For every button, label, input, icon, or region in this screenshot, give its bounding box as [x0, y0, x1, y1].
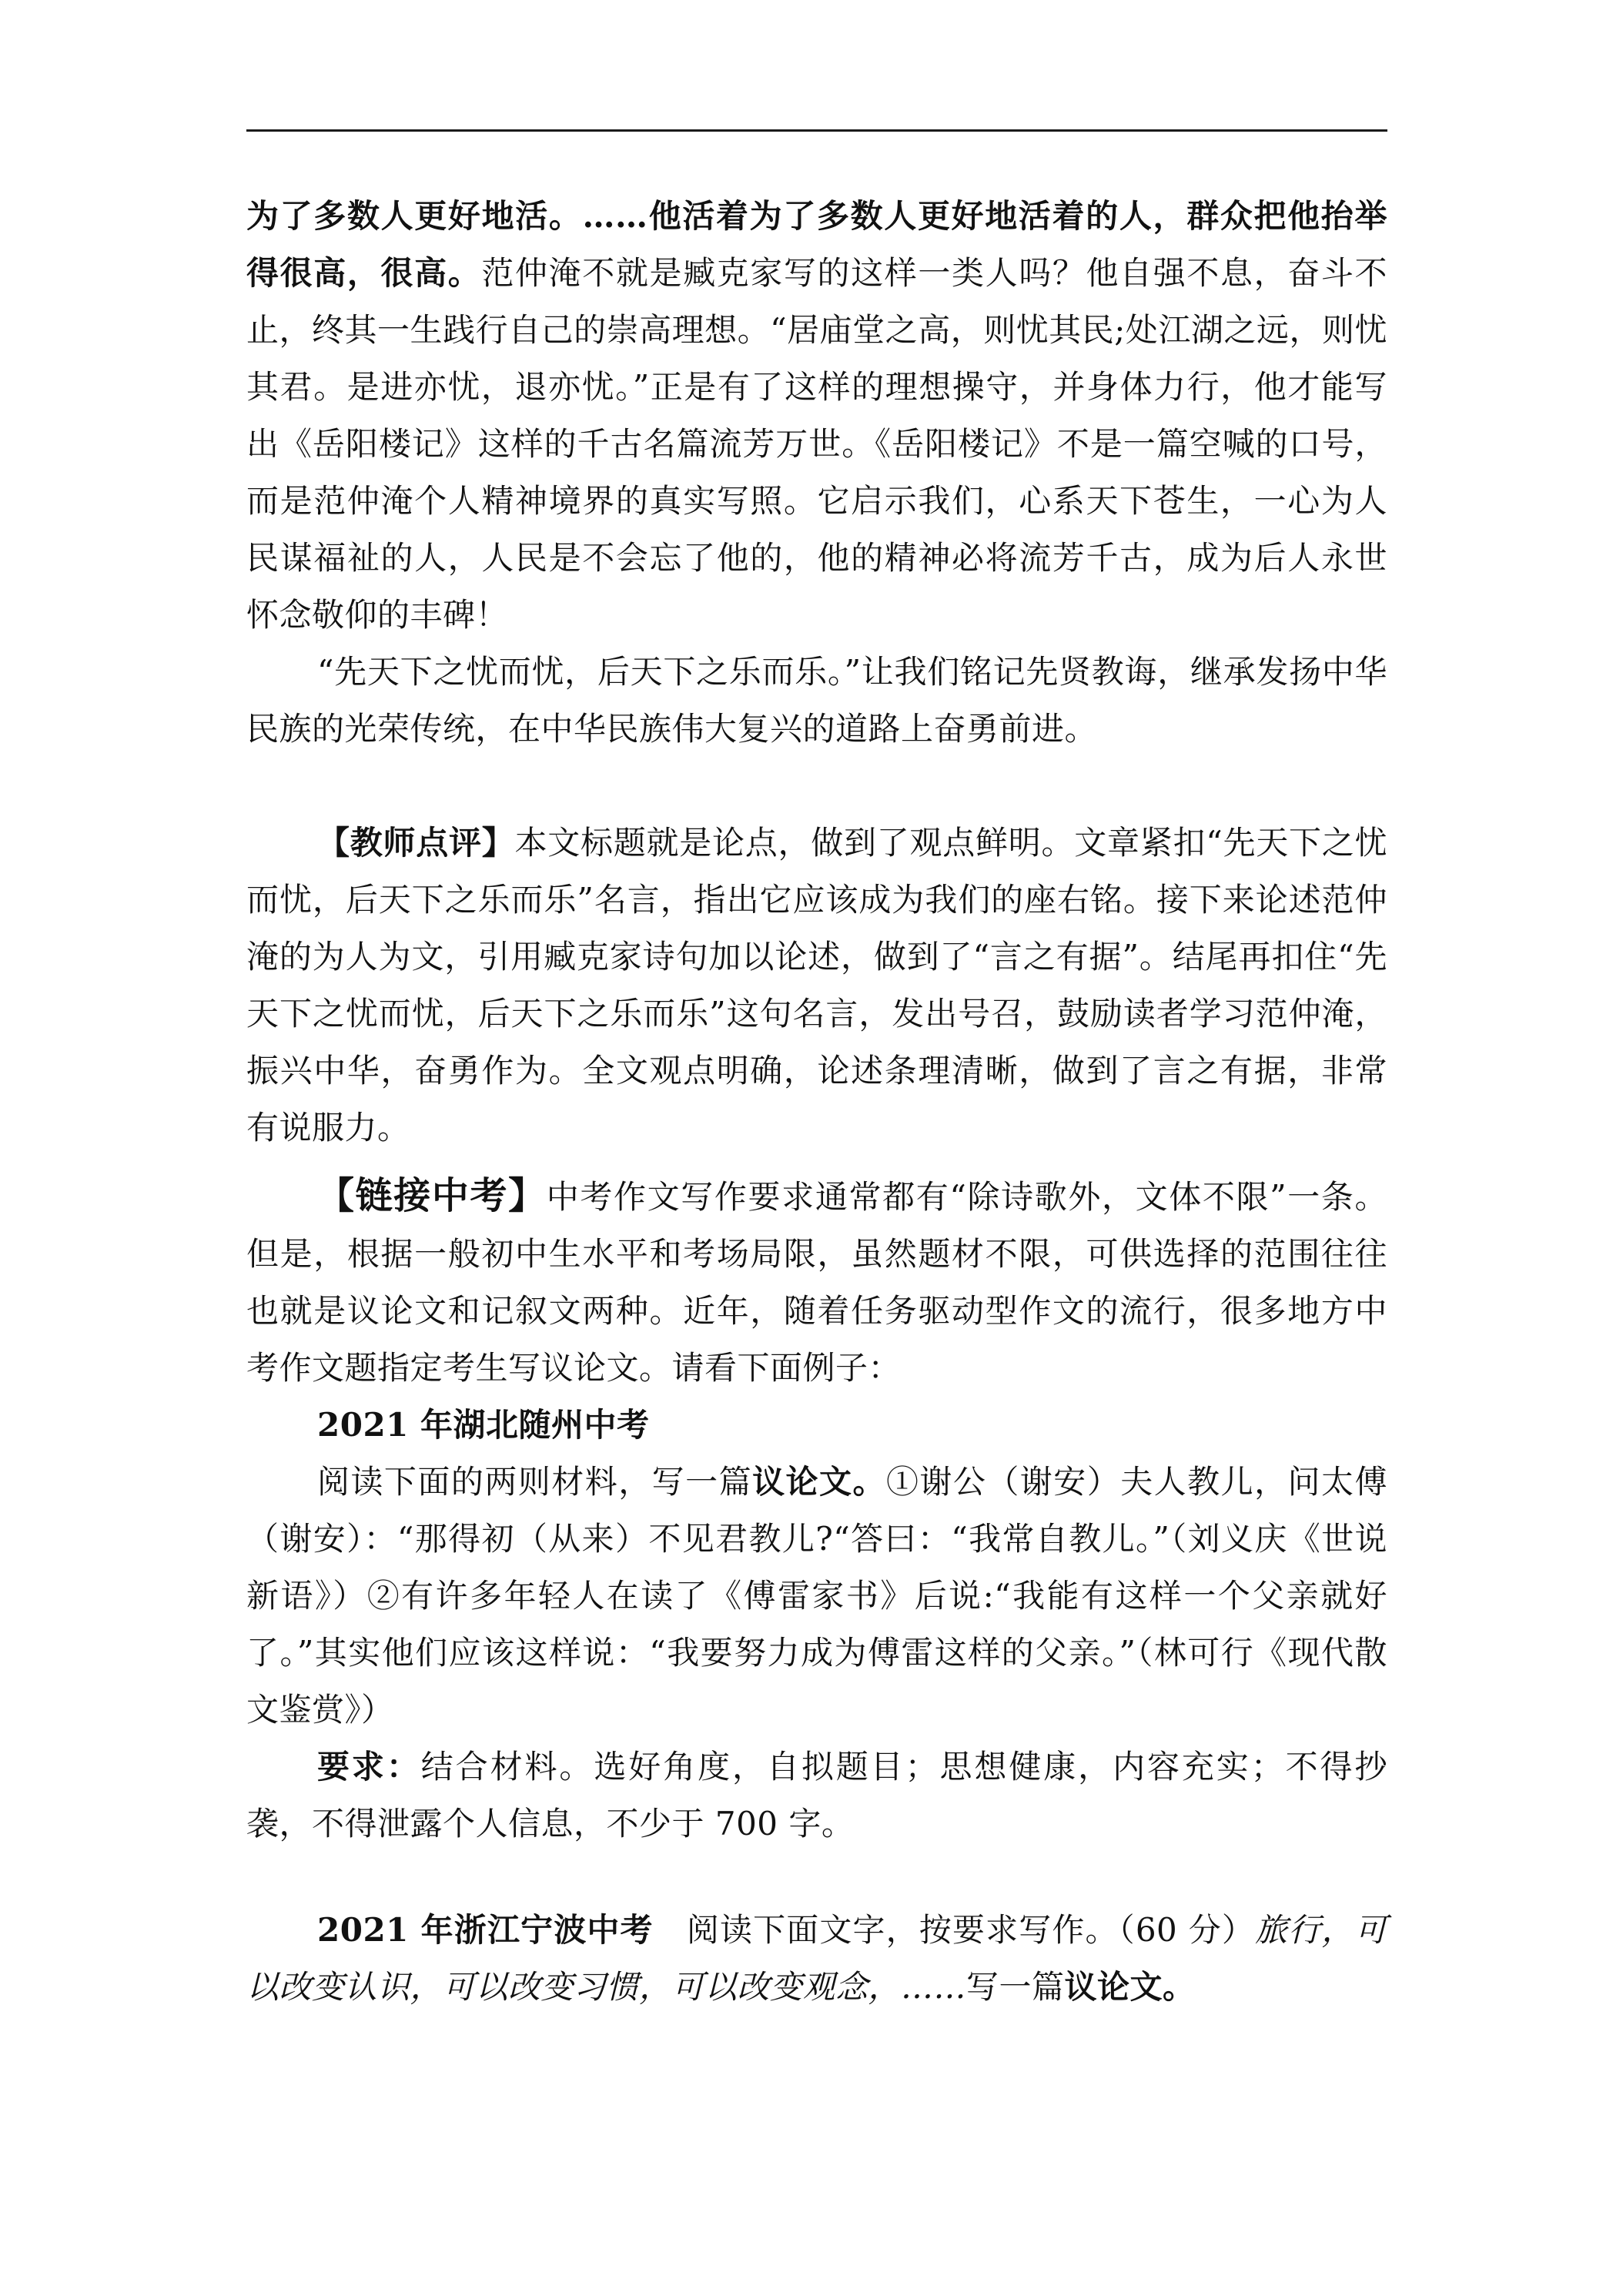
exam-heading-ningbo: 2021 年浙江宁波中考 — [317, 1911, 654, 1949]
requirements-label: 要求： — [317, 1748, 421, 1786]
exam-prompt-text-a: 阅读下面的两则材料，写一篇 — [317, 1463, 753, 1501]
teacher-review — [246, 815, 1387, 1156]
teacher-review-text: 本文标题就是论点，做到了观点鲜明。文章紧扣“先天下之忧而忧，后天下之乐而乐”名言，指出它应该成为我们的座右铭。接下来论述范仲淹的为人为文，引用臧克家诗句加以论述，做到了“言之有据”。结尾再扣住“先天下之忧而忧，后天下之乐而乐”这句名言，发出号召，鼓励读者学习范仲淹，振兴中华，奋勇作为。全文观点明确，论述条理清晰，做到了言之有据，非常有说服力。 — [246, 824, 1387, 1146]
exam-prompt-ningbo-text-b: 写一篇 — [966, 1968, 1065, 2006]
teacher-review-label: 【教师点评】 — [317, 824, 515, 862]
exam-link — [246, 1167, 1387, 1397]
exam-prompt-materials: ①谢公（谢安）夫人教儿，问太傅（谢安）：“那得初（从来）不见君教儿?“答曰：“我常自教儿。”（刘义庆《世说新语》）②有许多年轻人在读了《傅雷家书》后说:“我能有这样一个父亲就好了。”其实他们应该这样说：“我要努力成为傅雷这样的父亲。”（林可行《现代散文鉴赏》） — [246, 1463, 1387, 1729]
exam-prompt-suizhou — [246, 1454, 1387, 1739]
exam-requirements — [246, 1739, 1387, 1853]
exam-prompt-ningbo — [246, 1902, 1387, 2016]
document-body — [246, 188, 1387, 2016]
header-rule — [246, 129, 1387, 132]
exam-link-text: 中考作文写作要求通常都有“除诗歌外，文体不限”一条。但是，根据一般初中生水平和考场局限，虽然题材不限，可供选择的范围往往也就是议论文和记叙文两种。近年，随着任务驱动型作文的流行，很多地方中考作文题指定考生写议论文。请看下面例子： — [246, 1178, 1387, 1387]
paragraph-text: 范仲淹不就是臧克家写的这样一类人吗？他自强不息，奋斗不止，终其一生践行自己的崇高理想。“居庙堂之高，则忧其民;处江湖之远，则忧其君。是进亦忧，退亦忧。”正是有了这样的理想操守，并身体力行，他才能写出《岳阳楼记》这样的千古名篇流芳万世。《岳阳楼记》不是一篇空喊的口号，而是范仲淹个人精神境界的真实写照。它启示我们，心系天下苍生，一心为人民谋福祉的人，人民是不会忘了他的，他的精神必将流芳千古，成为后人永世怀念敬仰的丰碑！ — [246, 254, 1387, 634]
paragraph-fan-zhongyan — [246, 188, 1387, 644]
exam-prompt-ningbo-italic: 旅行，可以改变认识，可以改变习惯，可以改变观念，…… — [246, 1911, 1387, 2006]
requirements-text: 结合材料。选好角度，自拟题目；思想健康，内容充实；不得抄袭，不得泄露个人信息，不少于 700 字。 — [246, 1748, 1387, 1842]
exam-prompt-ningbo-text: 阅读下面文字，按要求写作。（60 分） — [653, 1911, 1256, 1949]
exam-prompt-ningbo-genre: 议论文。 — [1064, 1968, 1196, 2006]
exam-link-label: 【链接中考】 — [317, 1174, 547, 1217]
quote-bold: 为了多数人更好地活。……他活着为了多数人更好地活着的人，群众把他抬举得很高，很高。 — [246, 197, 1387, 292]
paragraph-conclusion: “先天下之忧而忧，后天下之乐而乐。”让我们铭记先贤教诲，继承发扬中华民族的光荣传统，在中华民族伟大复兴的道路上奋勇前进。 — [246, 653, 1387, 748]
exam-heading-suizhou: 2021 年湖北随州中考 — [317, 1406, 650, 1444]
exam-prompt-genre: 议论文。 — [752, 1463, 886, 1501]
